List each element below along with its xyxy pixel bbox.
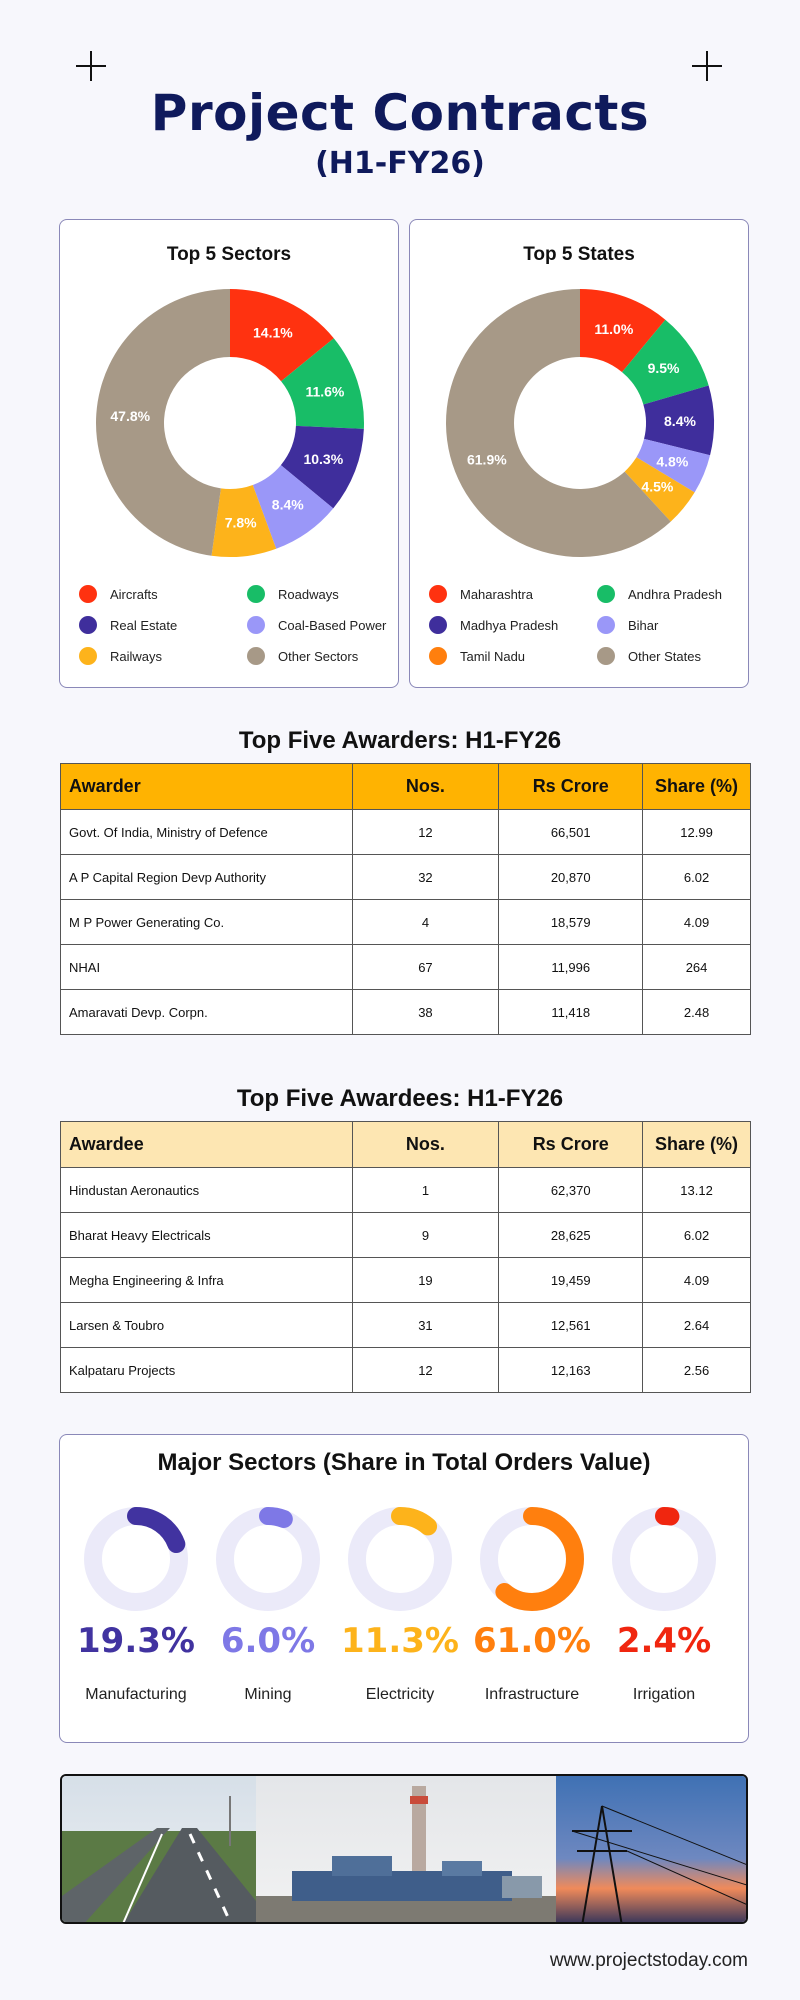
table-cell: NHAI [61,945,353,990]
column-header: Awarder [61,764,353,810]
legend-label-aircrafts: Aircrafts [110,587,158,602]
ring-label-electricity: Electricity [365,1686,435,1703]
table-row [61,945,751,990]
table-row [61,900,751,945]
donut-data-label: 61.9% [466,451,507,468]
legend-swatch [429,616,447,634]
legend-label-maharashtra: Maharashtra [460,587,533,602]
table-cell: 32 [352,855,499,900]
legend-swatch [247,647,265,665]
legend-label-andhra-pradesh: Andhra Pradesh [628,587,722,602]
table-cell: 9 [352,1213,499,1258]
legend-label-madhya-pradesh: Madhya Pradesh [460,618,559,633]
table-cell: 13.12 [643,1168,751,1213]
table-cell: 12.99 [643,810,751,855]
donut-data-label: 10.3% [303,450,344,467]
column-header: Share (%) [643,1122,751,1168]
table-cell: 12,163 [499,1348,643,1393]
table-cell: Megha Engineering & Infra [61,1258,353,1303]
table-row [61,1168,751,1213]
table-cell: 19,459 [499,1258,643,1303]
table-row [61,1258,751,1303]
photo-strip [60,1774,748,1924]
footer-url[interactable]: www.projectstoday.com [549,1950,748,1971]
legend-swatch [597,585,615,603]
column-header: Nos. [352,764,499,810]
legend-swatch [429,647,447,665]
table-row [61,810,751,855]
legend-swatch [597,616,615,634]
table-cell: Bharat Heavy Electricals [61,1213,353,1258]
table-cell: Hindustan Aeronautics [61,1168,353,1213]
column-header: Rs Crore [499,764,643,810]
legend-swatch [79,616,97,634]
table-row [61,1213,751,1258]
donut-data-label: 11.0% [594,320,634,337]
legend-swatch [429,585,447,603]
table-cell: Larsen & Toubro [61,1303,353,1348]
ring-value: 2.4% [616,1621,712,1661]
table-cell: Kalpataru Projects [61,1348,353,1393]
table-cell: 2.56 [643,1348,751,1393]
legend-swatch [79,585,97,603]
table-cell: 19 [352,1258,499,1303]
donut-data-label: 8.4% [271,496,304,513]
table-header-row [61,1122,751,1168]
awarders-table-title: Top Five Awarders: H1-FY26 [238,727,562,754]
legend-label-other-states: Other States [628,649,701,664]
donut-data-label: 4.5% [641,478,674,495]
legend-label-coal-based-power: Coal-Based Power [278,618,387,633]
ring-track [621,1516,707,1602]
states-donut-card [409,219,749,688]
table-cell: 4.09 [643,1258,751,1303]
donut-data-label: 11.6% [305,383,345,400]
donut-data-label: 7.8% [224,514,257,531]
table-cell: 1 [352,1168,499,1213]
table-cell: Govt. Of India, Ministry of Defence [61,810,353,855]
awarders-table [60,763,751,1035]
table-cell: 62,370 [499,1168,643,1213]
ring-label-infrastructure: Infrastructure [484,1686,580,1703]
states-chart-title: Top 5 States [523,244,635,265]
legend-label-tamil-nadu: Tamil Nadu [460,649,526,664]
donut-data-label: 47.8% [110,408,151,425]
donut-data-label: 4.8% [656,453,689,470]
column-header: Nos. [352,1122,499,1168]
ring-value: 6.0% [220,1621,316,1661]
table-header-row [61,764,751,810]
decorative-cross-right [692,51,722,81]
table-row [61,855,751,900]
table-cell: 2.64 [643,1303,751,1348]
legend-label-other-sectors: Other Sectors [278,649,359,664]
table-cell: 31 [352,1303,499,1348]
table-cell: 12,561 [499,1303,643,1348]
table-cell: Amaravati Devp. Corpn. [61,990,353,1035]
ring-track [225,1516,311,1602]
table-cell: 67 [352,945,499,990]
legend-label-bihar: Bihar [628,618,659,633]
ring-label-mining: Mining [244,1686,292,1703]
table-cell: 6.02 [643,1213,751,1258]
legend-label-real-estate: Real Estate [110,618,178,633]
legend-label-railways: Railways [110,649,163,664]
table-cell: 66,501 [499,810,643,855]
table-cell: A P Capital Region Devp Authority [61,855,353,900]
table-row [61,1303,751,1348]
legend-swatch [247,616,265,634]
table-cell: 38 [352,990,499,1035]
table-cell: 11,996 [499,945,643,990]
table-cell: 11,418 [499,990,643,1035]
legend-swatch [247,585,265,603]
table-cell: 20,870 [499,855,643,900]
major-sectors-rings [60,1435,750,1744]
page-subtitle: (H1-FY26) [315,146,485,181]
major-sectors-title: Major Sectors (Share in Total Orders Value) [157,1449,651,1476]
table-cell: 12 [352,1348,499,1393]
table-cell: 4.09 [643,900,751,945]
table-cell: 18,579 [499,900,643,945]
page-title: Project Contracts [150,84,650,142]
states-donut-chart [410,220,750,689]
donut-data-label: 9.5% [647,360,680,377]
legend-label-roadways: Roadways [278,587,339,602]
power-plant-photo [256,1776,556,1924]
legend-swatch [597,647,615,665]
awardees-table [60,1121,751,1393]
awardees-table-title: Top Five Awardees: H1-FY26 [236,1085,564,1112]
ring-label-irrigation: Irrigation [632,1686,696,1703]
decorative-cross-left [76,51,106,81]
donut-data-label: 8.4% [664,412,696,429]
table-cell: 2.48 [643,990,751,1035]
column-header: Rs Crore [499,1122,643,1168]
highway-photo [62,1776,256,1924]
ring-value: 19.3% [77,1621,195,1661]
sectors-donut-chart [60,220,400,689]
column-header: Share (%) [643,764,751,810]
legend-swatch [79,647,97,665]
table-cell: M P Power Generating Co. [61,900,353,945]
table-row [61,1348,751,1393]
donut-data-label: 14.1% [253,324,293,341]
table-cell: 12 [352,810,499,855]
table-cell: 264 [643,945,751,990]
ring-value: 61.0% [473,1621,591,1661]
table-cell: 28,625 [499,1213,643,1258]
table-row [61,990,751,1035]
table-cell: 4 [352,900,499,945]
photo-strip-graphic [62,1776,748,1924]
power-lines-photo [556,1776,748,1924]
ring-label-manufacturing: Manufacturing [85,1686,187,1703]
sectors-chart-title: Top 5 Sectors [166,244,292,265]
sectors-donut-card [59,219,399,688]
table-cell: 6.02 [643,855,751,900]
major-sectors-card [59,1434,749,1743]
ring-value: 11.3% [341,1621,459,1661]
column-header: Awardee [61,1122,353,1168]
